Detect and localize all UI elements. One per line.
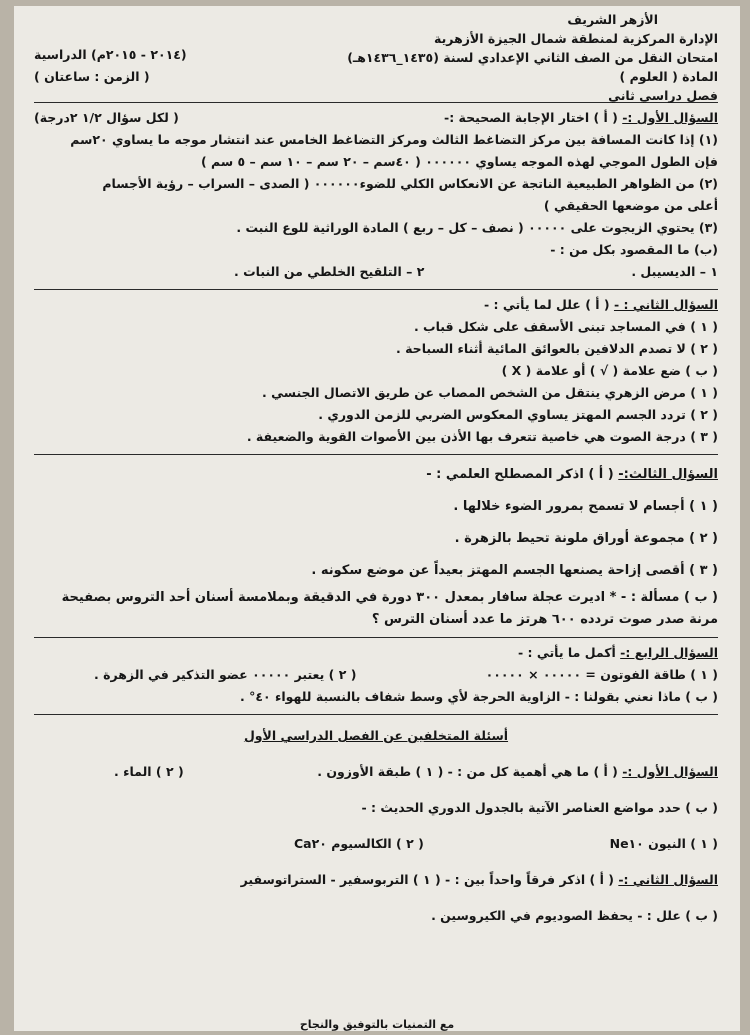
q2-b2: ( ٢ ) تردد الجسم المهتز يساوي المعكوس الضربي للزمن الدوري . [318, 407, 718, 422]
q1-item2a: (٢) من الظواهر الطبيعية الناتجة عن الانعكاس الكلي للضوء٠٠٠٠٠٠ ( الصدى – السراب – رؤية الأجسام [102, 176, 718, 191]
header-line-2: الإدارة المركزية لمنطقة شمال الجيزة الأزهرية [434, 31, 718, 46]
q3-a1: ( ١ ) أجسام لا تسمح بمرور الضوء خلالها . [453, 499, 718, 514]
q2-part-b: ( ب ) ضع علامة ( √ ) أو علامة ( X ) [501, 363, 718, 378]
header-line-4: المادة [682, 69, 718, 84]
q4-part-a: أكمل ما يأتي : - [517, 645, 616, 660]
makeup-q1-title: السؤال الأول :- [622, 764, 718, 779]
makeup-q2-a: ( أ ) اذكر فرقاً واحداً بين : - ( ١ ) التربوسفير - الستراتوسفير [240, 872, 614, 887]
q4-b: ( ب ) ماذا نعني بقولنا : - الزاوية الحرجة لأي وسط شفاف بالنسبة للهواء ٤٠° . [239, 689, 718, 704]
header-hijri: (١٤٣٥_١٤٣٦هـ) [347, 50, 439, 65]
makeup-q1-a2: ( ٢ ) الماء . [114, 764, 184, 779]
q1-marks: ( لكل سؤال ١/٢ ٢درجة) [34, 110, 179, 125]
q3-b2: مرنة صدر صوت تردده ٦٠٠ هرتز ما عدد أسنان الترس ؟ [371, 612, 718, 627]
footer: مع التمنيات بالتوفيق والنجاح [299, 1018, 455, 1031]
q4-a1: ( ١ ) طاقة الفوتون = ٠٠٠٠٠ × ٠٠٠٠٠ [485, 667, 718, 682]
header-line-5: فصل دراسي ثاني [608, 88, 718, 103]
q1-item3: (٣) يحتوي الزيجوت على ٠٠٠٠٠ ( نصف – كل – ربع ) المادة الوراثية للوع النبت . [236, 220, 718, 235]
q2-b1: ( ١ ) مرض الزهري ينتقل من الشخص المصاب عن طريق الاتصال الجنسي . [261, 385, 718, 400]
question-2 [34, 290, 718, 454]
q2-title: السؤال الثاني : - [613, 297, 718, 312]
q1-b1: ١ – الديسيبل . [631, 264, 718, 279]
header-year: (٢٠١٤ - ٢٠١٥م) الدراسية [34, 47, 187, 62]
q3-title: السؤال الثالث:- [618, 467, 718, 482]
q2-b3: ( ٣ ) درجة الصوت هي خاصية تتعرف بها الأذن بين الأصوات القوية والضعيفة . [246, 429, 718, 444]
header-subject: ( العلوم ) [619, 69, 678, 84]
q1-item1a: (١) إذا كانت المسافة بين مركز التضاغط الثالث ومركز التضاغط الخامس عند انتشار موجه ما يساوي ٢٠سم [70, 132, 718, 147]
makeup-q1-b2: ( ٢ ) الكالسيوم Ca٢٠ [294, 836, 424, 851]
makeup-q1-b1: ( ١ ) النيون Ne١٠ [609, 836, 718, 851]
question-3 [34, 455, 718, 637]
header-time: ( الزمن : ساعتان ) [34, 69, 150, 84]
question-4 [34, 638, 718, 714]
q1-title: السؤال الأول :- [622, 110, 718, 125]
q1-b2: ٢ – التلقيح الخلطي من النبات . [234, 264, 425, 279]
header-line-3: امتحان النقل من الصف الثاني الإعدادي لسنة [443, 50, 718, 65]
q3-b1: ( ب ) مسألة : - * اديرت عجلة سافار بمعدل ٣٠٠ دورة في الدقيقة وبملامسة أسنان أحد التروس بصفيحة [61, 590, 718, 605]
makeup-q1-a: ( أ ) ما هي أهمية كل من : - ( ١ ) طبقة الأوزون . [317, 764, 618, 779]
q4-a2: ( ٢ ) يعتبر ٠٠٠٠٠ عضو التذكير في الزهرة . [94, 667, 357, 682]
q2-a2: ( ٢ ) لا تصدم الدلافين بالعوائق المائية أثناء السباحة . [396, 341, 718, 356]
makeup-q2-title: السؤال الثاني :- [618, 872, 718, 887]
q1-item2b: أعلى من موضعها الحقيقي ) [543, 198, 718, 213]
makeup-questions [34, 715, 718, 933]
q2-a1: ( ١ ) في المساجد تبنى الأسقف على شكل قباب . [413, 319, 718, 334]
q4-title: السؤال الرابع :- [620, 645, 718, 660]
exam-header [34, 6, 718, 102]
header-line-1: الأزهر الشريف [567, 12, 658, 27]
q2-part-a: ( أ ) علل لما يأتي : - [483, 297, 610, 312]
q3-part-a: ( أ ) اذكر المصطلح العلمي : - [426, 467, 614, 482]
q3-a2: ( ٢ ) مجموعة أوراق ملونة تحيط بالزهرة . [454, 531, 718, 546]
makeup-q2-b: ( ب ) علل : - يحفظ الصوديوم في الكيروسين . [431, 908, 718, 923]
q1-part-a: ( أ ) اختار الإجابة الصحيحة :- [444, 110, 618, 125]
q1-part-b: (ب) ما المقصود بكل من : - [550, 242, 718, 257]
q1-item1b: فإن الطول الموجي لهذه الموجه يساوي ٠٠٠٠٠٠ ( ٤٠سم – ٢٠ سم – ١٠ سم – ٥ سم ) [200, 154, 718, 169]
makeup-q1-b: ( ب ) حدد مواضع العناصر الآتية بالجدول الدوري الحديث : - [361, 800, 718, 815]
question-1 [34, 103, 718, 289]
q3-a3: ( ٣ ) أقصى إزاحة يصنعها الجسم المهتز بعيداً عن موضع سكونه . [311, 563, 718, 578]
exam-page [14, 6, 740, 1031]
makeup-heading: أسئلة المتخلفين عن الفصل الدراسي الأول [243, 728, 509, 743]
